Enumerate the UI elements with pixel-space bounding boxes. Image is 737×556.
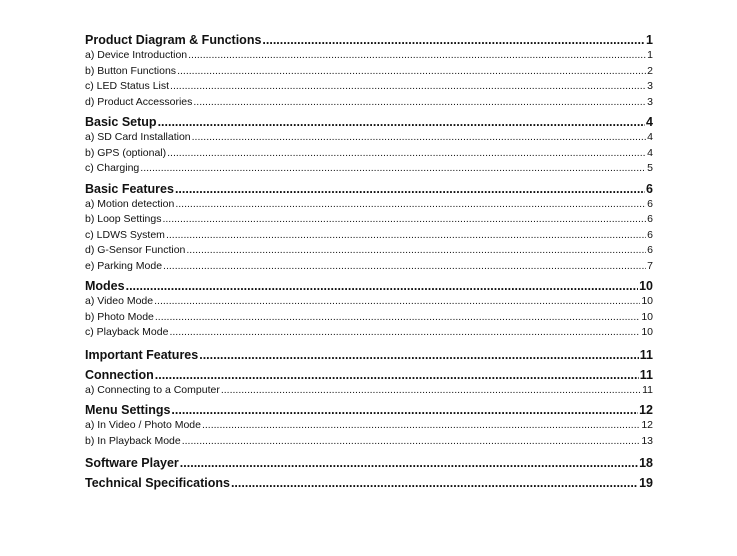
toc-page-number: 1	[646, 33, 653, 47]
toc-page-number: 6	[647, 244, 653, 256]
toc-leader	[180, 455, 638, 471]
toc-title: Connection	[85, 367, 154, 382]
toc-title: Product Diagram & Functions	[85, 33, 262, 47]
toc-title: b) Loop Settings	[85, 213, 162, 225]
toc-page-number: 6	[647, 197, 653, 210]
toc-page-number: 6	[647, 213, 653, 225]
toc-leader	[155, 367, 639, 383]
table-of-contents	[85, 32, 653, 491]
toc-item	[85, 310, 653, 326]
toc-title: c) LED Status List	[85, 80, 170, 92]
toc-leader	[171, 402, 638, 418]
toc-item	[85, 130, 653, 146]
toc-leader	[202, 418, 640, 434]
toc-page-number: 11	[642, 383, 653, 396]
toc-leader	[182, 434, 641, 450]
toc-leader	[162, 212, 646, 228]
toc-page-number: 10	[641, 326, 653, 338]
toc-title: a) In Video / Photo Mode	[85, 419, 201, 431]
toc-page-number: 18	[639, 456, 653, 470]
toc-item	[85, 259, 653, 275]
toc-item	[85, 325, 653, 341]
toc-item	[85, 228, 653, 244]
toc-leader	[170, 79, 646, 95]
toc-item	[85, 197, 653, 213]
toc-leader	[175, 181, 645, 197]
toc-item	[85, 418, 653, 434]
toc-title: c) LDWS System	[85, 228, 165, 241]
toc-leader	[158, 114, 645, 130]
toc-title: Basic Setup	[85, 115, 157, 129]
toc-title: a) Video Mode	[85, 295, 154, 307]
toc-section	[85, 367, 653, 383]
toc-title: Technical Specifications	[85, 476, 230, 490]
toc-page-number: 12	[641, 419, 653, 431]
toc-title: c) Charging	[85, 162, 140, 174]
toc-page-number: 4	[646, 115, 653, 129]
toc-item	[85, 161, 653, 177]
toc-page-number: 10	[641, 295, 653, 307]
toc-title: b) Button Functions	[85, 64, 177, 77]
toc-title: Modes	[85, 279, 125, 293]
toc-leader	[126, 278, 639, 294]
toc-leader	[192, 130, 647, 146]
toc-item	[85, 64, 653, 80]
toc-title: d) G-Sensor Function	[85, 244, 186, 256]
toc-section	[85, 475, 653, 491]
toc-section	[85, 455, 653, 471]
toc-title: Menu Settings	[85, 403, 171, 417]
toc-title: b) In Playback Mode	[85, 434, 181, 447]
toc-page-number: 6	[647, 228, 653, 241]
toc-title: Important Features	[85, 347, 199, 362]
toc-leader	[154, 294, 640, 310]
toc-section	[85, 114, 653, 130]
toc-leader	[169, 325, 640, 341]
toc-page-number: 12	[639, 403, 653, 417]
toc-item	[85, 212, 653, 228]
toc-leader	[221, 383, 641, 399]
toc-page-number: 7	[647, 259, 653, 272]
toc-page-number: 4	[647, 146, 653, 159]
toc-page-number: 2	[647, 64, 653, 77]
toc-leader	[188, 48, 646, 64]
toc-item	[85, 146, 653, 162]
toc-item	[85, 383, 653, 399]
toc-title: c) Playback Mode	[85, 326, 169, 338]
toc-leader	[166, 228, 646, 244]
toc-item	[85, 294, 653, 310]
toc-leader	[231, 475, 638, 491]
toc-item	[85, 48, 653, 64]
toc-title: a) Device Introduction	[85, 49, 188, 61]
toc-page-number: 11	[639, 347, 653, 362]
toc-leader	[186, 243, 646, 259]
toc-page-number: 10	[639, 279, 653, 293]
toc-leader	[193, 95, 646, 111]
toc-leader	[177, 64, 646, 80]
toc-page-number: 3	[647, 80, 653, 92]
toc-section	[85, 402, 653, 418]
toc-page-number: 5	[647, 162, 653, 174]
toc-page-number: 19	[639, 476, 653, 490]
toc-page-number: 13	[641, 434, 653, 447]
toc-title: e) Parking Mode	[85, 259, 163, 272]
toc-page-number: 11	[639, 367, 653, 382]
toc-section	[85, 347, 653, 363]
toc-title: a) Motion detection	[85, 197, 175, 210]
toc-title: a) SD Card Installation	[85, 131, 191, 143]
toc-item	[85, 434, 653, 450]
toc-page-number: 4	[647, 131, 653, 143]
toc-page-number: 10	[641, 310, 653, 323]
toc-title: Software Player	[85, 456, 179, 470]
toc-item	[85, 79, 653, 95]
toc-title: a) Connecting to a Computer	[85, 383, 220, 396]
toc-leader	[167, 146, 646, 162]
toc-section	[85, 181, 653, 197]
toc-title: b) Photo Mode	[85, 310, 154, 323]
toc-leader	[140, 161, 646, 177]
toc-leader	[163, 259, 646, 275]
toc-page-number: 3	[647, 95, 653, 108]
toc-title: d) Product Accessories	[85, 95, 193, 108]
toc-title: b) GPS (optional)	[85, 146, 167, 159]
toc-page-number: 1	[647, 49, 653, 61]
toc-leader	[262, 32, 645, 48]
toc-item	[85, 95, 653, 111]
toc-item	[85, 243, 653, 259]
toc-title: Basic Features	[85, 181, 174, 196]
toc-section	[85, 278, 653, 294]
toc-leader	[155, 310, 640, 326]
toc-page-number: 6	[646, 181, 653, 196]
toc-leader	[199, 347, 639, 363]
toc-leader	[175, 197, 646, 213]
toc-section	[85, 32, 653, 48]
